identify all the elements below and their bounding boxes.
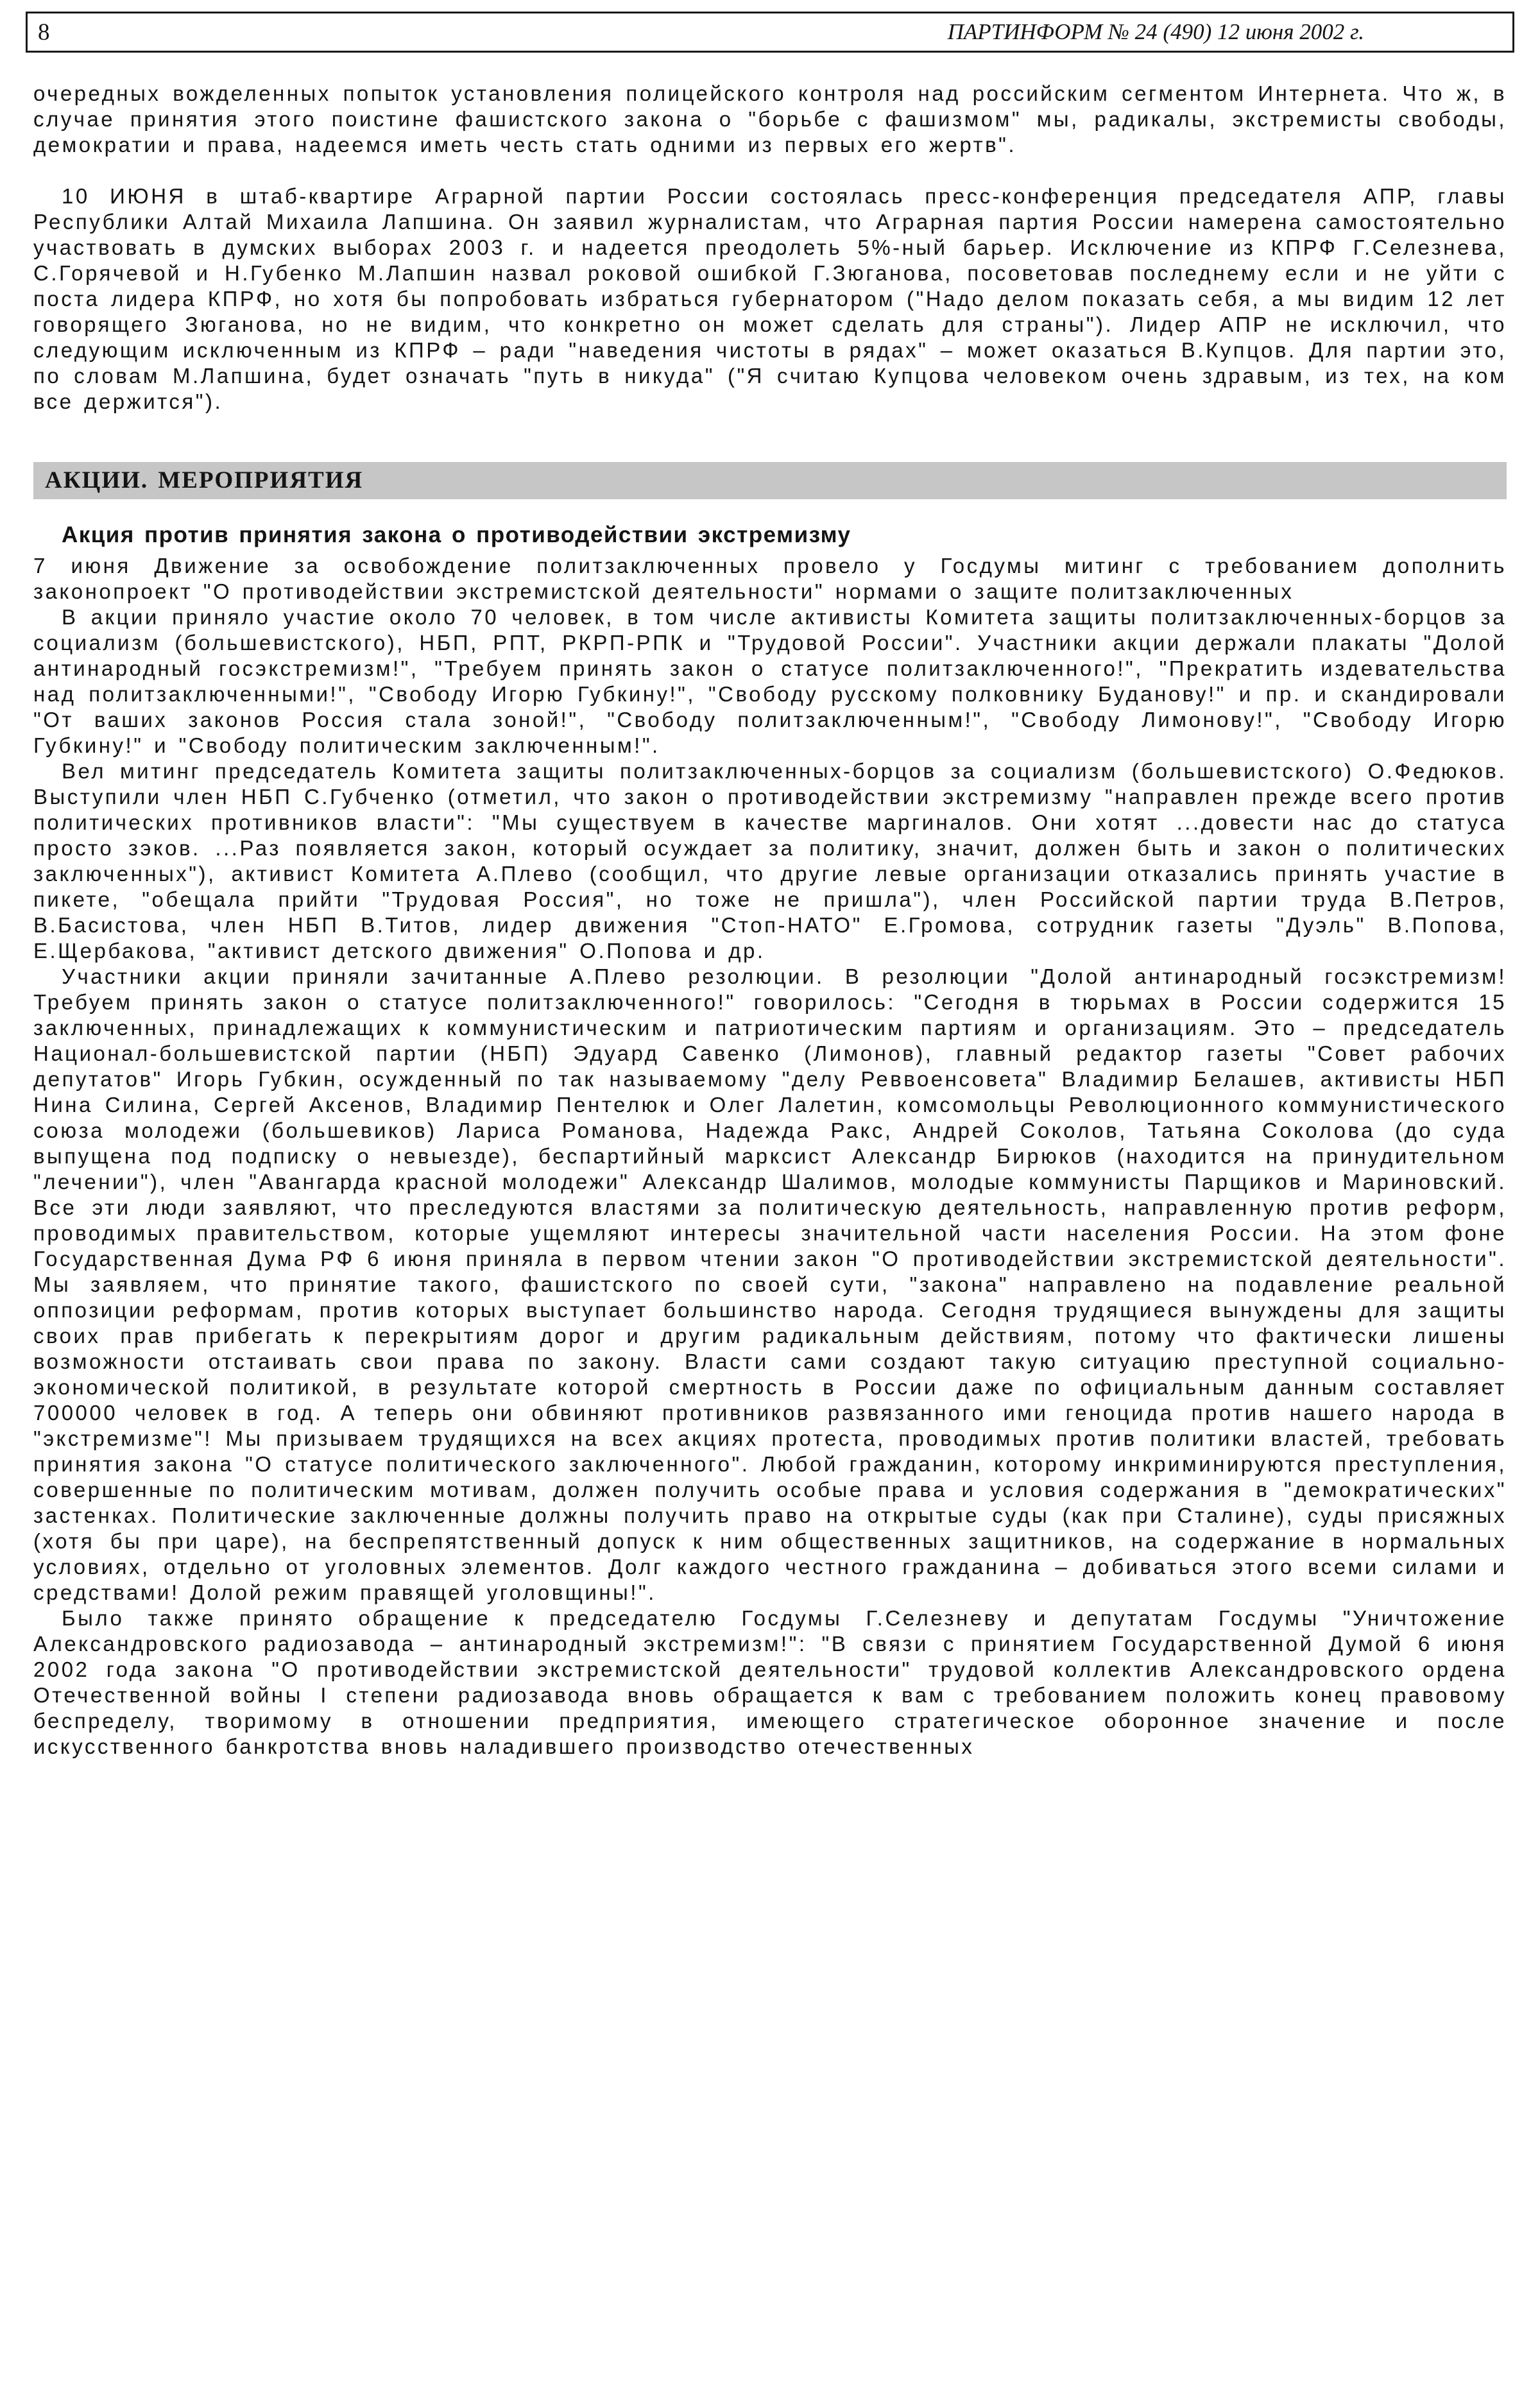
- page-header: [26, 12, 1514, 53]
- paragraph: В акции приняло участие около 70 человек, в том числе активисты Комитета защиты политзаключенных-борцов за социализм (большевистского), НБП, РПТ, РКРП-РПК и "Трудовой России". Участники акции держали плакаты "Долой антинародный госэкстремизм!", "Требуем принять закон о статусе политзаключенного!", "Прекратить издевательства над политзаключенными!", "Свободу Игорю Губкину!", "Свободу русскому полковнику Буданову!" и пр. и скандировали "От ваших законов Россия стала зоной!", "Свободу политзаключенным!", "Свободу Лимонову!", "Свободу Игорю Губкину!" и "Свободу политическим заключенным!".: [33, 605, 1507, 757]
- paragraph-lead: 7 июня Движение за освобождение политзаключенных провело у Госдумы митинг с требованием дополнить законопроект "О противодействии экстремистской деятельности" нормами о защите политзаключенных: [33, 554, 1507, 603]
- subsection-title: Акция против принятия закона о противодействии экстремизму: [62, 522, 851, 547]
- page-body: [0, 53, 1540, 1760]
- section-title: АКЦИИ. МЕРОПРИЯТИЯ: [45, 467, 364, 493]
- page-number: 8: [38, 19, 50, 46]
- paragraph: Участники акции приняли зачитанные А.Плево резолюции. В резолюции "Долой антинародный госэкстремизм! Требуем принять закон о статусе политзаключенного!" говорилось: "Сегодня в тюрьмах в России содержится 15 заключенных, принадлежащих к коммунистическим и патриотическим партиям и организациям. Это – председатель Национал-большевистской партии (НБП) Эдуард Савенко (Лимонов), главный редактор газеты "Совет рабочих депутатов" Игорь Губкин, осужденный по так называемому "делу Реввоенсовета" Владимир Белашев, активисты НБП Нина Силина, Сергей Аксенов, Владимир Пентелюк и Олег Лалетин, комсомольцы Революционного коммунистического союза молодежи (большевиков) Лариса Романова, Надежда Ракс, Андрей Соколов, Татьяна Соколова (до суда выпущена под подписку о невыезде), беспартийный марксист Александр Бирюков (находится на принудительном "лечении"), член "Авангарда красной молодежи" Александр Шалимов, молодые коммунисты Парщиков и Мариновский. Все эти люди заявляют, что преследуются властями за политическую деятельность, направленную против реформ, проводимых правительством, которые ущемляют интересы значительной части населения России. На этом фоне Государственная Дума РФ 6 июня приняла в первом чтении закон "О противодействии экстремистской деятельности". Мы заявляем, что принятие такого, фашистского по своей сути, "закона" направлено на подавление реальной оппозиции реформам, против которых выступает большинство народа. Сегодня трудящиеся вынуждены для защиты своих прав прибегать к перекрытиям дорог и другим радикальным действиям, потому что фактически лишены возможности отстаивать свои права по закону. Власти сами создают такую ситуацию преступной социально-экономической политикой, в результате которой смертность в России даже по официальным данным составляет 700000 человек в год. А теперь они обвиняют противников развязанного ими геноцида против нашего народа в "экстремизме"! Мы призываем трудящихся на всех акциях протеста, проводимых против политики властей, требовать принятия закона "О статусе политического заключенного". Любой гражданин, которому инкриминируются преступления, совершенные по политическим мотивам, должен получить особые права и условия содержания в "демократических" застенках. Политические заключенные должны получить право на открытые суды (как при Сталине), суды присяжных (хотя бы при царе), на беспрепятственный допуск к ним общественных защитников, на содержание в нормальных условиях, отдельно от уголовных элементов. Долг каждого честного гражданина – добиваться этого всеми силами и средствами! Долой режим правящей уголовщины!".: [33, 964, 1507, 1604]
- section-header: [33, 462, 1507, 499]
- paragraph-news-item: 10 ИЮНЯ в штаб-квартире Аграрной партии России состоялась пресс-конференция председателя АПР, главы Республики Алтай Михаила Лапшина. Он заявил журналистам, что Аграрная партия России намерена самостоятельно участвовать в думских выборах 2003 г. и надеется преодолеть 5%-ный барьер. Исключение из КПРФ Г.Селезнева, С.Горячевой и Н.Губенко М.Лапшин назвал роковой ошибкой Г.Зюганова, посоветовав последнему если и не уйти с поста лидера КПРФ, но хотя бы попробовать избраться губернатором ("Надо делом показать себя, а мы видим 12 лет говорящего Зюганова, но не видим, что конкретно он может сделать для страны"). Лидер АПР не исключил, что следующим исключенным из КПРФ – ради "наведения чистоты в рядах" – может оказаться В.Купцов. Для партии это, по словам М.Лапшина, будет означать "путь в никуда" ("Я считаю Купцова человеком очень здравым, из тех, на ком все держится").: [33, 184, 1507, 413]
- paragraph: Было также принято обращение к председателю Госдумы Г.Селезневу и депутатам Госдумы "Уничтожение Александровского радиозавода – антинародный экстремизм!": "В связи с принятием Государственной Думой 6 июня 2002 года закона "О противодействии экстремистской деятельности" трудовой коллектив Александровского ордена Отечественной войны I степени радиозавода вновь обращается к вам с требованием положить конец правовому беспределу, творимому в отношении предприятия, имеющего стратегическое оборонное значение и после искусственного банкротства вновь наладившего производство отечественных: [33, 1606, 1507, 1758]
- paragraph: Вел митинг председатель Комитета защиты политзаключенных-борцов за социализм (большевистского) О.Федюков. Выступили член НБП С.Губченко (отметил, что закон о противодействии экстремизму "направлен прежде всего против политических противников власти": "Мы существуем в качестве маргиналов. Они хотят ...довести нас до статуса просто зэков. ...Раз появляется закон, который осуждает за политику, значит, должен быть и закон о политических заключенных"), активист Комитета А.Плево (сообщил, что другие левые организации отказались принять участие в пикете, "обещала прийти "Трудовая Россия", но тоже не пришла"), член Российской партии труда В.Петров, В.Басистова, член НБП В.Титов, лидер движения "Стоп-НАТО" Е.Громова, сотрудник газеты "Дуэль" В.Попова, Е.Щербакова, "активист детского движения" О.Попова и др.: [33, 759, 1507, 963]
- journal-title: ПАРТИНФОРМ № 24 (490) 12 июня 2002 г.: [947, 19, 1364, 44]
- paragraph-intro-continuation: очередных вожделенных попыток установления полицейского контроля над российским сегментом Интернета. Что ж, в случае принятия этого поистине фашистского закона о "борьбе с фашизмом" мы, радикалы, экстремисты свободы, демократии и права, надеемся иметь честь стать одними из первых его жертв".: [33, 81, 1507, 157]
